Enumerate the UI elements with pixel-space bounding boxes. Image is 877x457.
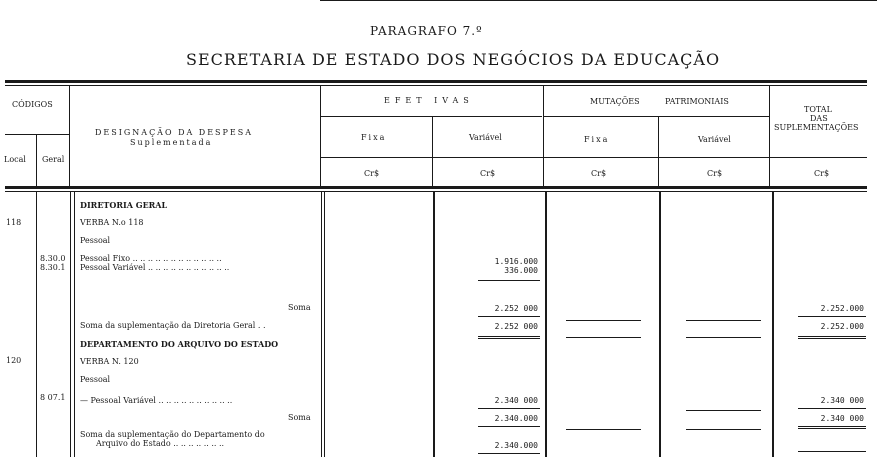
soma-suplementacao-diretoria: Soma da suplementação da Diretoria Geral . . [80, 321, 266, 330]
body-sep-efet-fixa [433, 192, 435, 457]
mutacoes-divider [544, 116, 770, 117]
pessoal-variavel-item: Pessoal Variável .. .. .. .. .. .. .. .. .. .. .. [80, 263, 230, 272]
soma-suplementacao-departamento-2: Arquivo do Estado .. .. .. .. .. .. .. [96, 439, 225, 448]
col-sep-codigos [69, 86, 70, 186]
rule-mut-fixa-1 [566, 320, 641, 321]
top-rule [320, 0, 877, 1]
geral-code-8071: 8 07.1 [40, 393, 66, 402]
rule-mut-fixa-1b [566, 337, 641, 338]
header-geral: Geral [42, 155, 65, 164]
body-sep-efet-var [545, 192, 547, 457]
currency-mut-fixa: Cr$ [591, 169, 607, 178]
rule-supl-1-efet [478, 336, 540, 337]
body-sep-designacao-b [321, 192, 322, 457]
codigos-divider [5, 134, 69, 135]
rule-supl-2-total [798, 451, 866, 452]
geral-code-8300: 8.30.0 [40, 254, 66, 263]
paragraph-heading: PARAGRAFO 7.º [370, 24, 483, 38]
header-bottom-rule-2 [5, 191, 867, 192]
col-sep-mutacoes [543, 86, 544, 186]
verba-118: VERBA N.o 118 [80, 218, 144, 227]
rule-supl-2-efet [478, 453, 540, 454]
value-pessoal-variavel-2: 2.340 000 [494, 396, 538, 405]
header-codigos: CÓDIGOS [12, 100, 53, 109]
currency-total: Cr$ [814, 169, 830, 178]
rule-mut-fixa-2 [566, 429, 641, 430]
col-sep-efet-fixa [432, 117, 433, 186]
table-top-rule [5, 80, 867, 83]
rule-item-2-efet [478, 408, 540, 409]
header-patrimoniais: PATRIMONIAIS [665, 97, 729, 106]
section-diretoria-geral: DIRETORIA GERAL [80, 200, 168, 210]
col-sep-total [769, 86, 770, 186]
soma-label-2: Soma [288, 413, 311, 422]
body-sep-mut-fixa [659, 192, 661, 457]
rule-mut-var-1b [686, 337, 761, 338]
header-efetivas: EFET IVAS [384, 96, 474, 105]
geral-code-8301: 8.30.1 [40, 263, 66, 272]
rule-item-2-total [798, 408, 866, 409]
rule-mut-var-2 [686, 410, 761, 411]
rule-mut-var-2b [686, 429, 761, 430]
currency-mut-variavel: Cr$ [707, 169, 723, 178]
header-suplementacoes: SUPLEMENTAÇÕES [774, 123, 859, 132]
soma-label-1: Soma [288, 303, 311, 312]
soma-suplementacao-departamento-value: 2.340.000 [494, 441, 538, 450]
soma-suplementacao-diretoria-value: 2.252 000 [494, 322, 538, 331]
header-fixa-mutacoes: Fixa [584, 135, 610, 144]
value-pessoal-fixo: 1.916.000 [494, 257, 538, 266]
soma-suplementacao-diretoria-total: 2.252.000 [820, 322, 864, 331]
currency-efet-fixa: Cr$ [364, 169, 380, 178]
local-code-118: 118 [6, 218, 22, 227]
body-sep-geral [70, 192, 71, 457]
rule-soma-2-efet [478, 426, 540, 427]
rule-supl-1-total [798, 336, 866, 337]
efetivas-divider [320, 116, 542, 117]
header-fixa-efetivas: Fixa [361, 133, 387, 142]
subheader-divider-1 [320, 157, 867, 158]
pessoal-label-2: Pessoal [80, 375, 111, 384]
col-sep-local [36, 135, 37, 186]
body-sep-designacao-c [324, 192, 325, 457]
pessoal-fixo-item: Pessoal Fixo .. .. .. .. .. .. .. .. .. .. .. .. [80, 254, 222, 263]
page-title: SECRETARIA DE ESTADO DOS NEGÓCIOS DA EDUCAÇÃO [186, 50, 721, 69]
pessoal-variavel-item-2: — Pessoal Variável .. .. .. .. .. .. .. .. .. .. [80, 396, 233, 405]
header-designacao: DESIGNAÇÃO DA DESPESA [95, 128, 254, 137]
header-das: DAS [810, 114, 828, 123]
currency-efet-variavel: Cr$ [480, 169, 496, 178]
rule-supl-1-total-2 [798, 338, 866, 339]
header-variavel-efetivas: Variável [469, 133, 502, 142]
header-variavel-mutacoes: Variável [698, 135, 731, 144]
header-bottom-rule [5, 186, 867, 189]
rule-mut-var-1 [686, 320, 761, 321]
soma-value-2: 2.340.000 [494, 414, 538, 423]
total-pessoal-variavel-2: 2.340 000 [820, 396, 864, 405]
header-total: TOTAL [804, 105, 832, 114]
col-sep-efetivas [320, 86, 321, 186]
rule-soma-2-total-b [798, 428, 866, 429]
body-sep-local [36, 192, 37, 457]
verba-120: VERBA N. 120 [80, 357, 139, 366]
soma-total-1: 2.252.000 [820, 304, 864, 313]
col-sep-mut-fixa [658, 117, 659, 186]
local-code-120: 120 [6, 356, 22, 365]
body-sep-designacao-a [74, 192, 75, 457]
header-mutacoes: MUTAÇÕES [590, 97, 640, 106]
rule-soma-2-total [798, 426, 866, 427]
table-top-rule-2 [5, 85, 867, 86]
rule-soma-1-total [798, 316, 866, 317]
soma-total-2: 2.340 000 [820, 414, 864, 423]
soma-suplementacao-departamento: Soma da suplementação do Departamento do [80, 430, 265, 439]
rule-under-items-1 [478, 280, 540, 281]
section-departamento-arquivo: DEPARTAMENTO DO ARQUIVO DO ESTADO [80, 339, 279, 349]
rule-soma-1-efet [478, 316, 540, 317]
rule-supl-1-efet-2 [478, 338, 540, 339]
header-suplementada: Suplementada [130, 138, 213, 147]
value-pessoal-variavel: 336.000 [504, 266, 538, 275]
soma-value-1: 2.252 000 [494, 304, 538, 313]
body-sep-mut-var [772, 192, 774, 457]
pessoal-label-1: Pessoal [80, 236, 111, 245]
header-local: Local [4, 155, 26, 164]
